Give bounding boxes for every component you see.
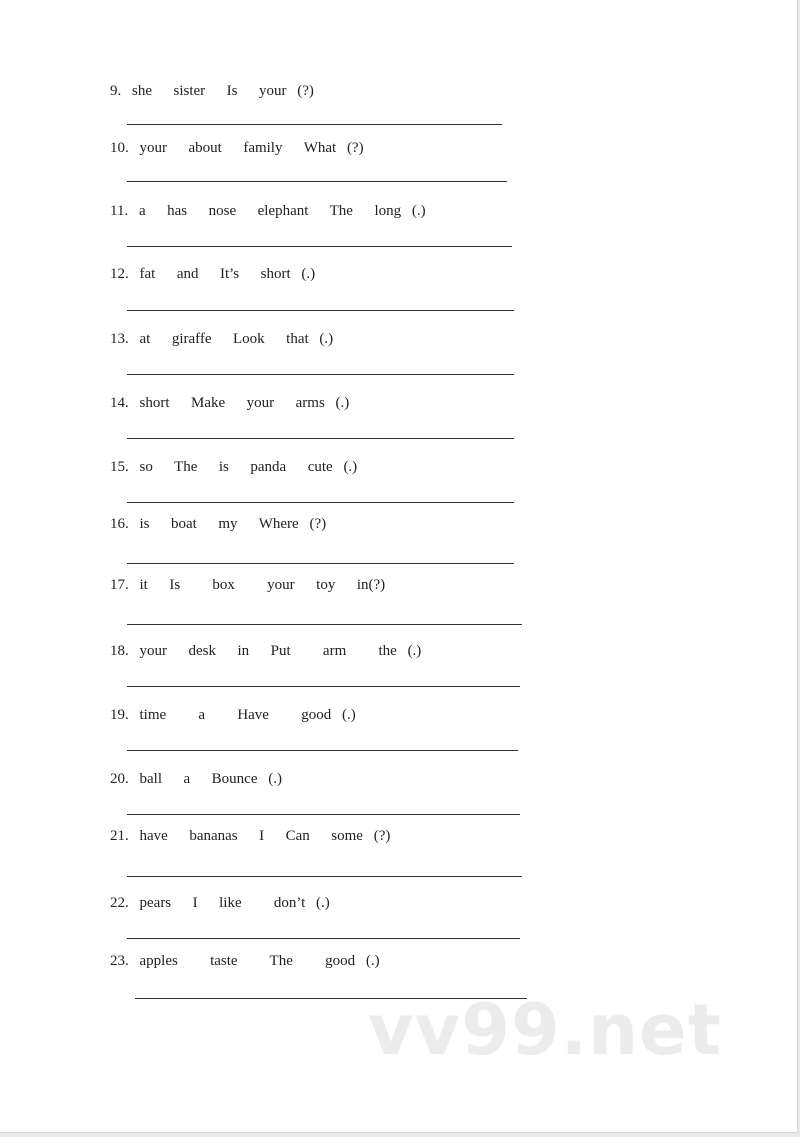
question-item bbox=[110, 330, 333, 348]
question-item bbox=[110, 139, 364, 157]
question-number: 10. bbox=[110, 140, 129, 156]
question-words: is boat my Where (?) bbox=[139, 516, 327, 532]
question-item bbox=[110, 265, 315, 283]
question-item bbox=[110, 706, 356, 724]
question-words: pears I like don’t (.) bbox=[139, 895, 330, 911]
question-number: 16. bbox=[110, 516, 129, 532]
answer-line[interactable] bbox=[127, 938, 520, 939]
question-item bbox=[110, 458, 357, 476]
question-number: 19. bbox=[110, 707, 129, 723]
question-words: fat and It’s short (.) bbox=[139, 266, 316, 282]
question-words: ball a Bounce (.) bbox=[139, 771, 282, 787]
answer-line[interactable] bbox=[127, 310, 514, 311]
question-words: have bananas I Can some (?) bbox=[139, 828, 391, 844]
question-words: she sister Is your (?) bbox=[132, 83, 314, 99]
question-words: your desk in Put arm the (.) bbox=[139, 643, 422, 659]
answer-line[interactable] bbox=[127, 502, 514, 503]
answer-line[interactable] bbox=[127, 814, 520, 815]
answer-line[interactable] bbox=[127, 750, 518, 751]
question-words: it Is box your toy in(?) bbox=[139, 577, 386, 593]
answer-line[interactable] bbox=[127, 438, 514, 439]
answer-line[interactable] bbox=[127, 876, 522, 877]
question-words: time a Have good (.) bbox=[139, 707, 356, 723]
question-item bbox=[110, 770, 282, 788]
answer-line[interactable] bbox=[127, 686, 520, 687]
question-item bbox=[110, 576, 385, 594]
answer-line[interactable] bbox=[127, 124, 502, 125]
question-number: 17. bbox=[110, 577, 129, 593]
answer-line[interactable] bbox=[127, 563, 514, 564]
question-number: 22. bbox=[110, 895, 129, 911]
question-number: 9. bbox=[110, 83, 122, 99]
question-item bbox=[110, 952, 380, 970]
question-words: at giraffe Look that (.) bbox=[139, 331, 334, 347]
question-number: 20. bbox=[110, 771, 129, 787]
question-words: short Make your arms (.) bbox=[139, 395, 350, 411]
question-item bbox=[110, 82, 314, 100]
question-words: so The is panda cute (.) bbox=[139, 459, 358, 475]
question-item bbox=[110, 202, 426, 220]
question-number: 13. bbox=[110, 331, 129, 347]
question-number: 12. bbox=[110, 266, 129, 282]
answer-line[interactable] bbox=[127, 246, 512, 247]
answer-line[interactable] bbox=[127, 624, 522, 625]
question-number: 18. bbox=[110, 643, 129, 659]
question-number: 11. bbox=[110, 203, 129, 219]
question-item bbox=[110, 394, 349, 412]
watermark: vv99.net bbox=[368, 989, 723, 1071]
question-words: your about family What (?) bbox=[139, 140, 364, 156]
answer-line[interactable] bbox=[127, 374, 514, 375]
question-item bbox=[110, 515, 326, 533]
question-number: 23. bbox=[110, 953, 129, 969]
answer-line[interactable] bbox=[127, 181, 507, 182]
question-words: a has nose elephant The long (.) bbox=[138, 203, 426, 219]
question-item bbox=[110, 642, 421, 660]
question-number: 21. bbox=[110, 828, 129, 844]
question-item bbox=[110, 894, 330, 912]
question-number: 15. bbox=[110, 459, 129, 475]
question-item bbox=[110, 827, 390, 845]
question-number: 14. bbox=[110, 395, 129, 411]
question-words: apples taste The good (.) bbox=[139, 953, 380, 969]
